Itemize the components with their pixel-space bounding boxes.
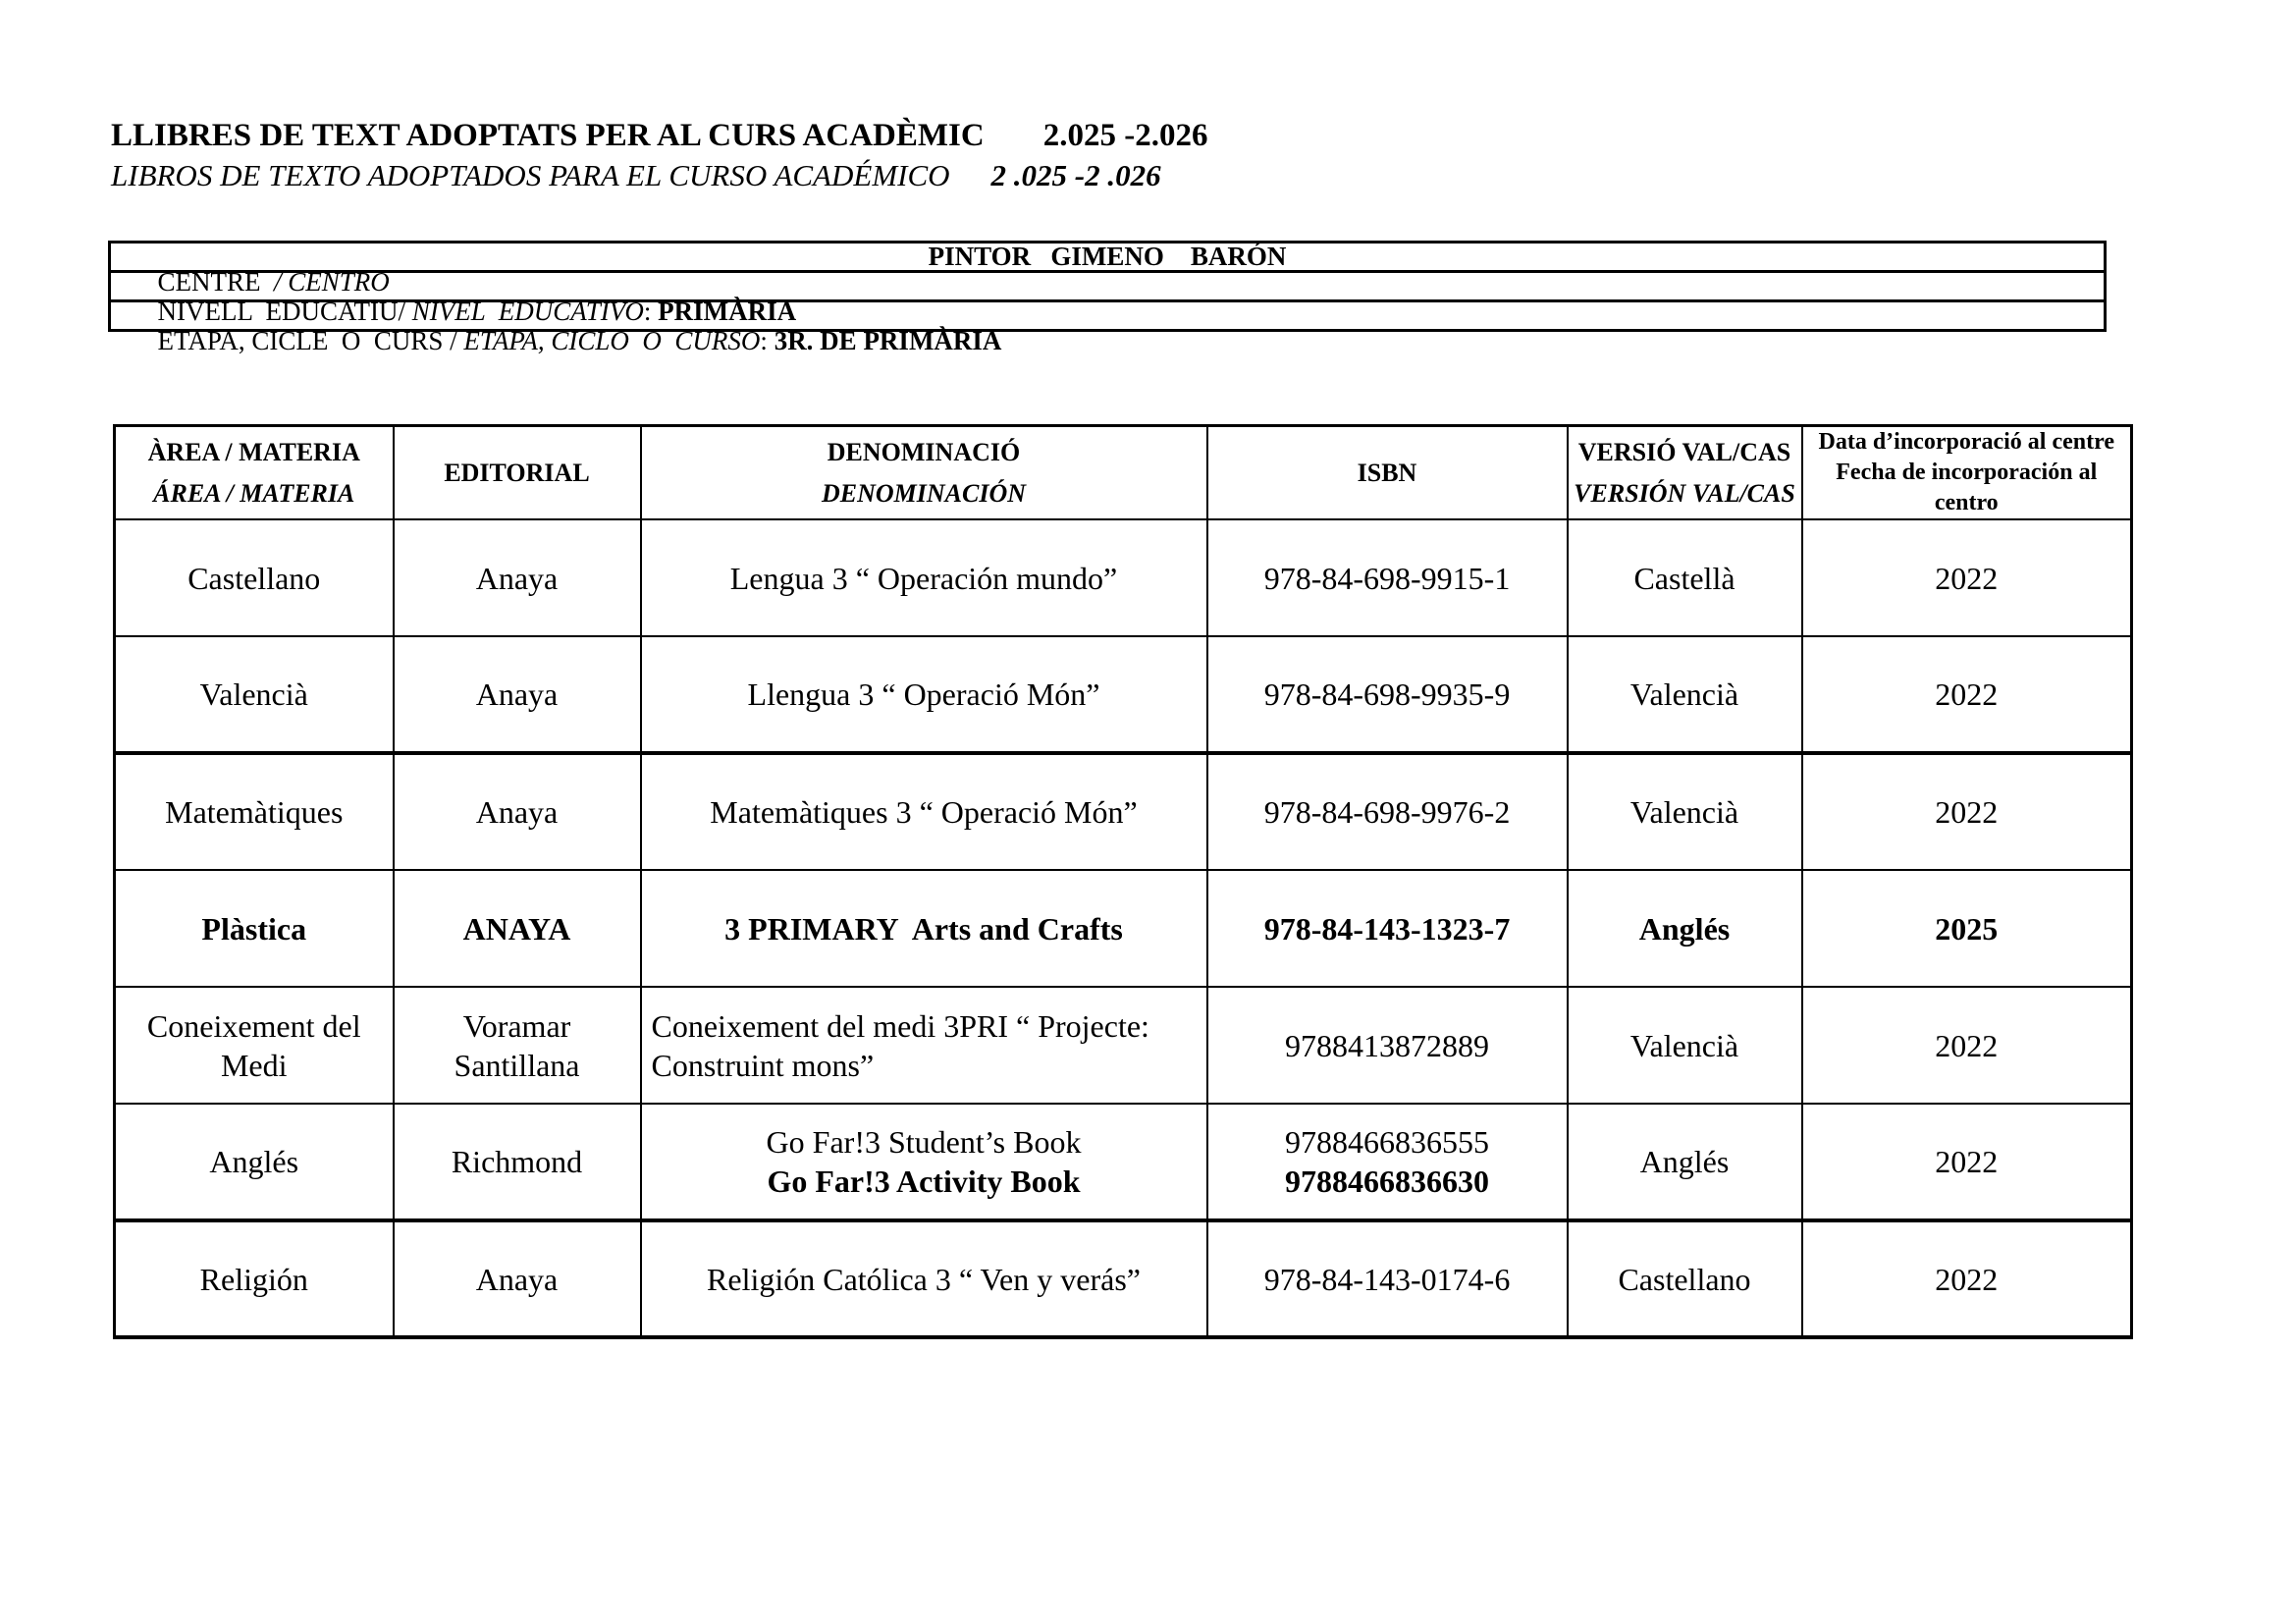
etapa-row: [111, 302, 2104, 355]
title-block: [111, 116, 1207, 194]
cell-area: Religión: [115, 1220, 394, 1337]
cell-isbn: 9788466836555 9788466836630: [1207, 1104, 1568, 1220]
nivell-label: NIVELL EDUCATIU/: [157, 297, 412, 326]
centre-value: PINTOR GIMENO BARÓN: [928, 242, 1287, 271]
cell-isbn: 9788413872889: [1207, 987, 1568, 1104]
cell-versio: Valencià: [1568, 753, 1802, 870]
centre-row: [111, 242, 2104, 297]
cell-denominacio: Go Far!3 Student’s Book Go Far!3 Activity Book: [641, 1104, 1207, 1220]
cell-year: 2022: [1802, 1104, 2132, 1220]
cell-year: 2022: [1802, 987, 2132, 1104]
etapa-label: ETAPA, CICLE O CURS /: [157, 326, 464, 355]
cell-editorial: Richmond: [394, 1104, 641, 1220]
cell-denominacio: Matemàtiques 3 “ Operació Món”: [641, 753, 1207, 870]
cell-denominacio: Llengua 3 “ Operació Món”: [641, 636, 1207, 753]
table-row: [115, 753, 2132, 870]
cell-area: Valencià: [115, 636, 394, 753]
header-versio: [1568, 426, 1802, 520]
table-row: [115, 870, 2132, 987]
page-subtitle-text: LIBROS DE TEXTO ADOPTADOS PARA EL CURSO ACADÉMICO: [111, 158, 950, 192]
header-area-ca: ÀREA / MATERIA: [147, 437, 360, 466]
cell-area: Matemàtiques: [115, 753, 394, 870]
page-title-text: LLIBRES DE TEXT ADOPTATS PER AL CURS ACADÈMIC: [111, 118, 985, 153]
cell-versio: Anglés: [1568, 1104, 1802, 1220]
header-denominacio: [641, 426, 1207, 520]
table-row: [115, 987, 2132, 1104]
header-denominacio-ca: DENOMINACIÓ: [827, 437, 1021, 466]
header-data-es: Fecha de incorporación al centro: [1836, 460, 2098, 515]
header-data-incorporacio: [1802, 426, 2132, 520]
cell-versio: Castellà: [1568, 519, 1802, 636]
header-data-ca: Data d’incorporació al centre: [1818, 429, 2114, 455]
page-title: [111, 116, 1207, 155]
cell-editorial: Anaya: [394, 753, 641, 870]
etapa-value: 3R. DE PRIMÀRIA: [774, 326, 1002, 355]
nivell-value: PRIMÀRIA: [658, 297, 797, 326]
cell-versio: Castellano: [1568, 1220, 1802, 1337]
table-row: [115, 1220, 2132, 1337]
centre-label-es: / CENTRO: [274, 267, 390, 297]
cell-area: Coneixement del Medi: [115, 987, 394, 1104]
table-header-row: [115, 426, 2132, 520]
cell-editorial: Voramar Santillana: [394, 987, 641, 1104]
cell-isbn: 978-84-698-9976-2: [1207, 753, 1568, 870]
header-area-es: ÁREA / MATERIA: [153, 478, 355, 508]
centre-label: CENTRE: [157, 267, 274, 297]
cell-year: 2022: [1802, 636, 2132, 753]
cell-versio: Valencià: [1568, 636, 1802, 753]
cell-denominacio: Coneixement del medi 3PRI “ Projecte: Construint mons”: [641, 987, 1207, 1104]
center-info-box: [108, 241, 2107, 355]
header-area: [115, 426, 394, 520]
page-title-years: 2.025 -2.026: [1042, 118, 1208, 153]
page-subtitle: [111, 157, 1207, 194]
cell-year: 2022: [1802, 1220, 2132, 1337]
cell-editorial: Anaya: [394, 636, 641, 753]
nivell-label-es: NIVEL EDUCATIVO: [411, 297, 644, 326]
etapa-label-es: ETAPA, CICLO O CURSO: [463, 326, 761, 355]
cell-versio: Valencià: [1568, 987, 1802, 1104]
cell-year: 2022: [1802, 753, 2132, 870]
etapa-separator: :: [760, 326, 774, 355]
table-row: [115, 519, 2132, 636]
cell-editorial: ANAYA: [394, 870, 641, 987]
header-editorial-label: EDITORIAL: [444, 458, 590, 487]
cell-isbn: 978-84-143-0174-6: [1207, 1220, 1568, 1337]
cell-area: Anglés: [115, 1104, 394, 1220]
cell-area: Plàstica: [115, 870, 394, 987]
cell-editorial: Anaya: [394, 1220, 641, 1337]
cell-area: Castellano: [115, 519, 394, 636]
header-isbn-label: ISBN: [1357, 458, 1417, 487]
header-isbn: [1207, 426, 1568, 520]
table-row: [115, 636, 2132, 753]
cell-year: 2022: [1802, 519, 2132, 636]
header-editorial: [394, 426, 641, 520]
books-table: [113, 424, 2133, 1339]
header-denominacio-es: DENOMINACIÓN: [821, 478, 1027, 508]
cell-isbn: 978-84-143-1323-7: [1207, 870, 1568, 987]
nivell-separator: :: [643, 297, 659, 326]
header-versio-es: VERSIÓN VAL/CAS: [1574, 478, 1795, 508]
cell-denominacio: Religión Católica 3 “ Ven y verás”: [641, 1220, 1207, 1337]
nivell-row: [111, 273, 2104, 326]
cell-isbn: 978-84-698-9935-9: [1207, 636, 1568, 753]
page-subtitle-years: 2 .025 -2 .026: [990, 158, 1161, 192]
cell-editorial: Anaya: [394, 519, 641, 636]
cell-year: 2025: [1802, 870, 2132, 987]
cell-denominacio: 3 PRIMARY Arts and Crafts: [641, 870, 1207, 987]
cell-isbn: 978-84-698-9915-1: [1207, 519, 1568, 636]
cell-versio: Anglés: [1568, 870, 1802, 987]
header-versio-ca: VERSIÓ VAL/CAS: [1577, 437, 1791, 466]
cell-denominacio: Lengua 3 “ Operación mundo”: [641, 519, 1207, 636]
table-row: [115, 1104, 2132, 1220]
